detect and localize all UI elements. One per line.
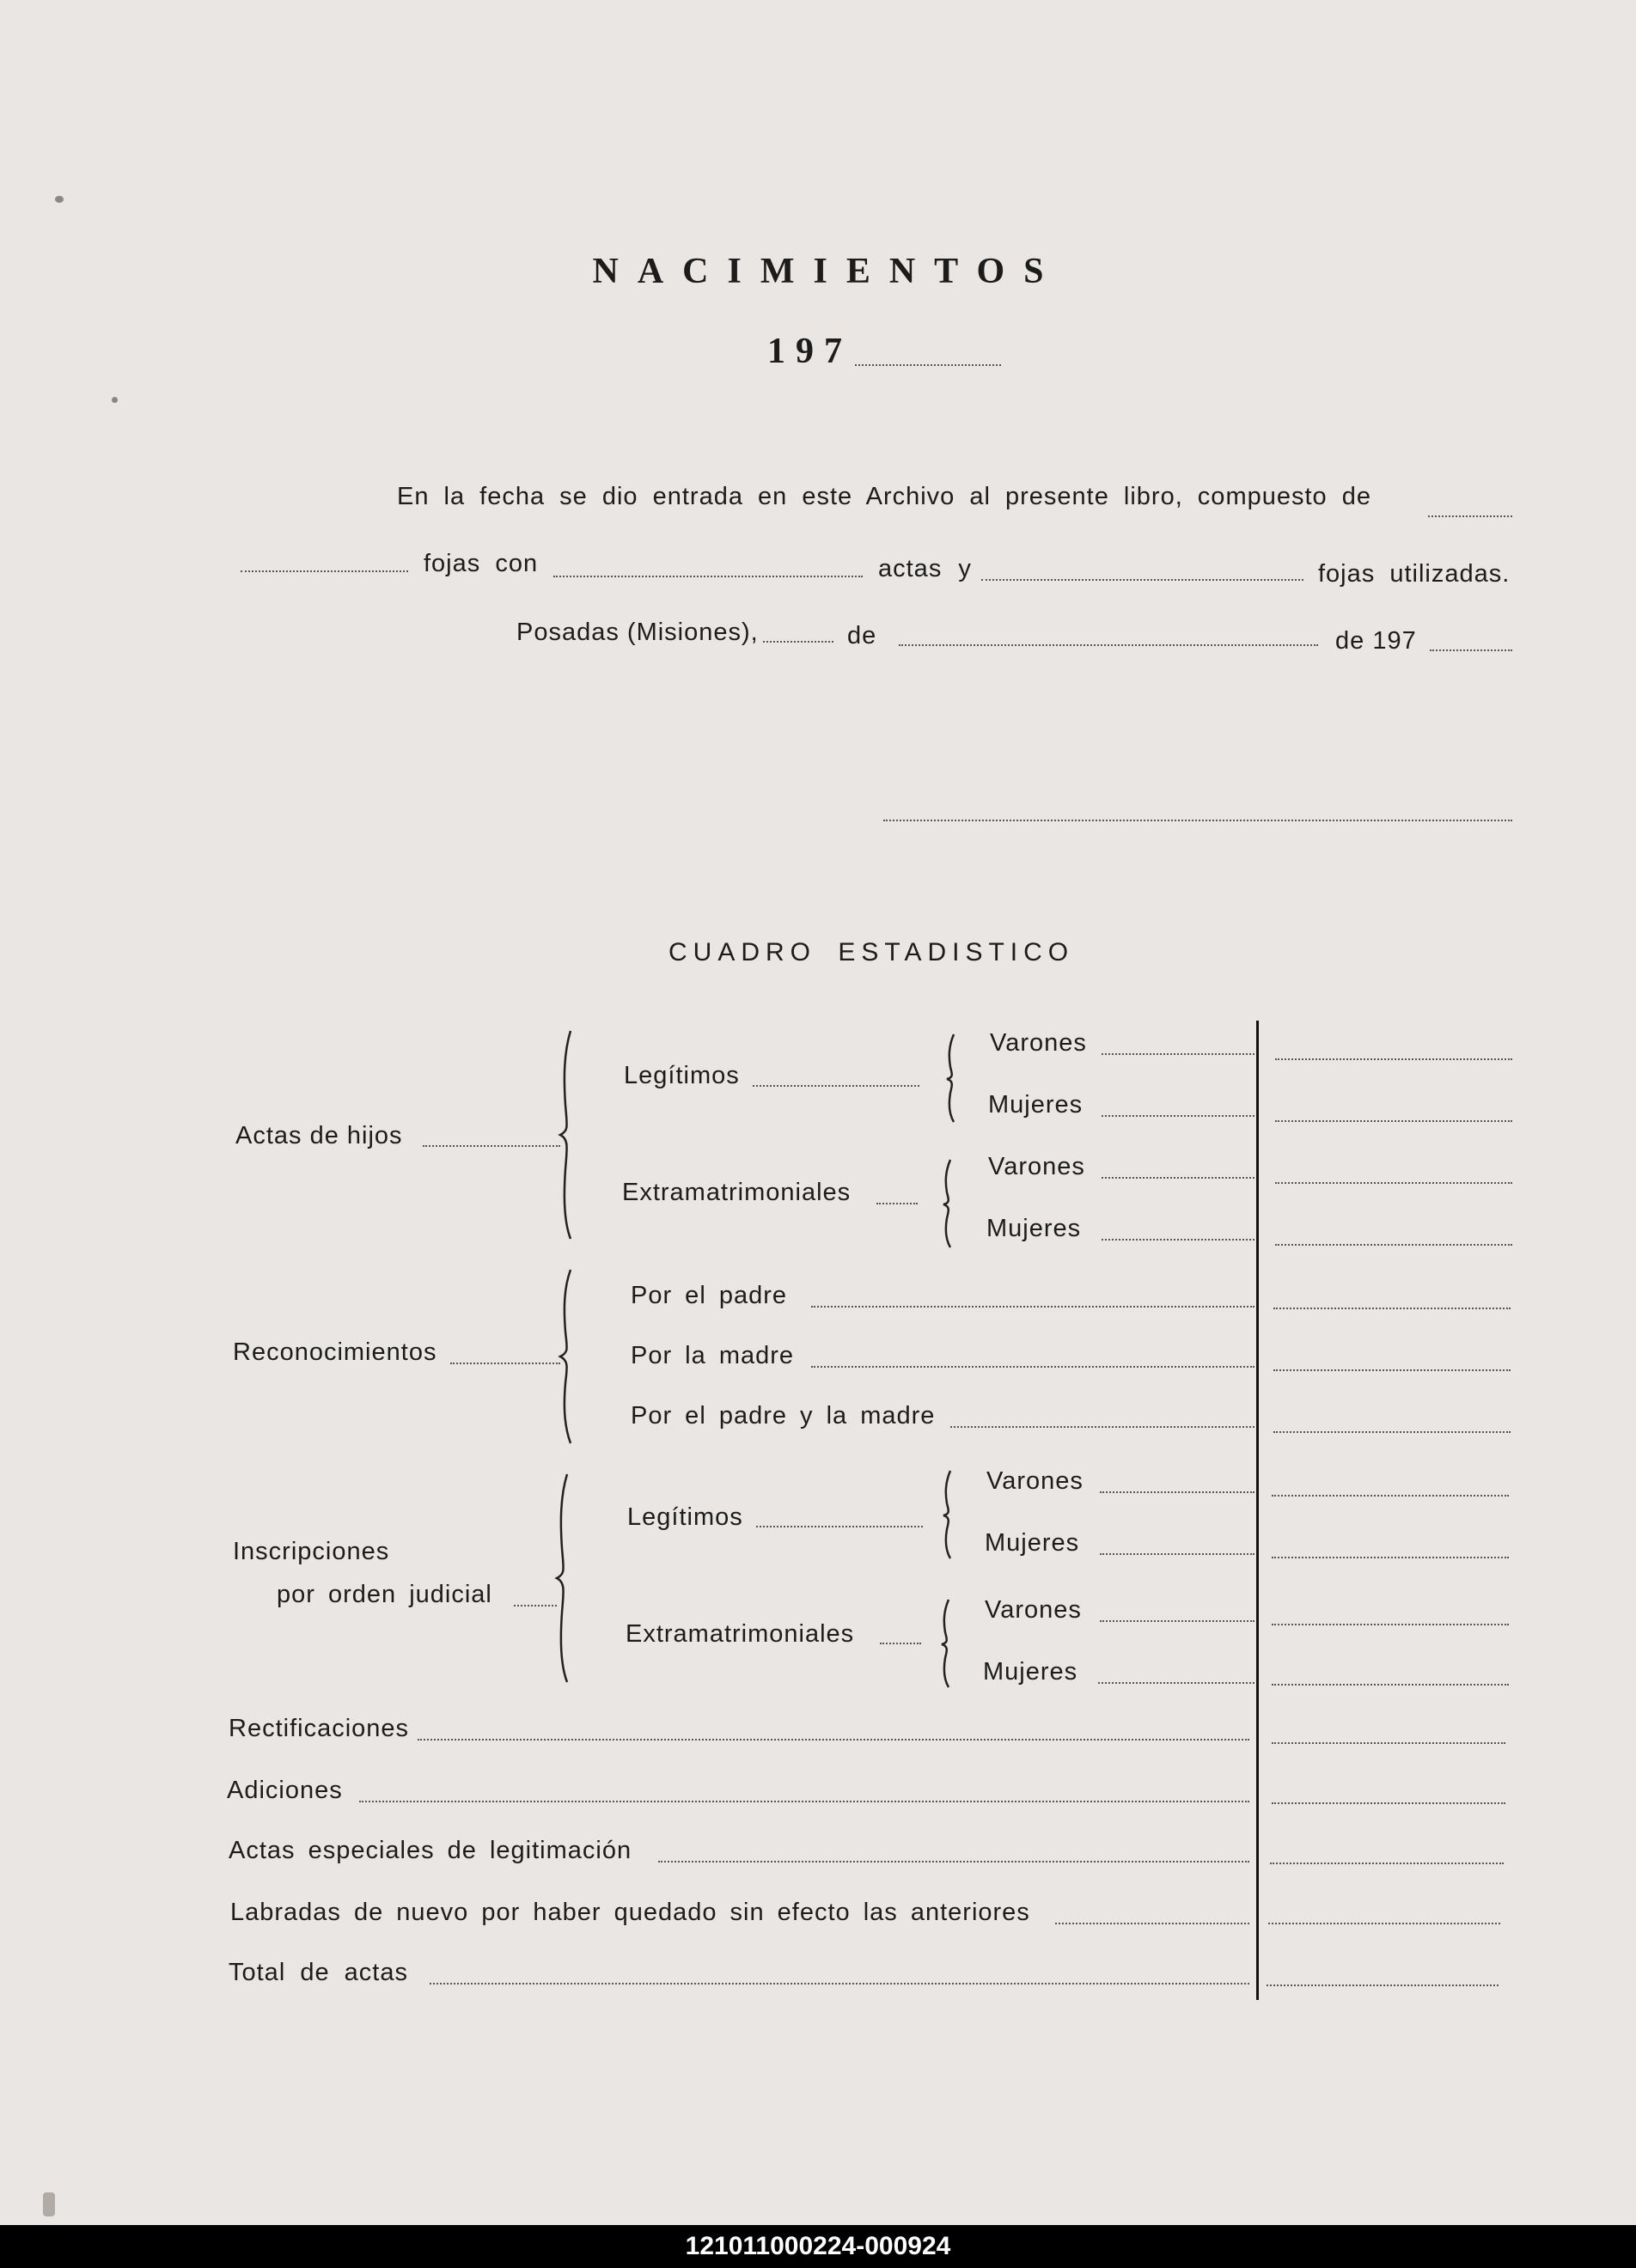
fojas-utilizadas-label: fojas utilizadas. <box>1318 560 1511 588</box>
day-blank <box>763 641 833 643</box>
year-blank <box>855 364 1001 366</box>
page-title: NACIMIENTOS <box>592 252 1063 291</box>
insc-extra-brace <box>938 1596 955 1691</box>
insc-extra-varones-label: Varones <box>985 1596 1082 1624</box>
col-total-dots <box>1267 1984 1499 1986</box>
total-actas-label: Total de actas <box>229 1959 408 1986</box>
document-id-footer: 121011000224-000924 <box>0 2225 1636 2268</box>
col-total-dots <box>1272 1684 1509 1686</box>
legitimos-varones-label: Varones <box>990 1029 1087 1057</box>
col-total-dots <box>1275 1182 1512 1184</box>
legitimos-mujeres-label: Mujeres <box>988 1091 1084 1119</box>
adiciones-dots <box>359 1801 1249 1802</box>
posadas-label: Posadas (Misiones), <box>516 619 759 646</box>
actas-hijos-brace <box>557 1027 577 1242</box>
fojas-utilizadas-blank <box>981 579 1303 581</box>
legitimos-label: Legítimos <box>624 1062 740 1089</box>
insc-extra-mujeres-dots <box>1098 1682 1254 1684</box>
actas-hijos-dots <box>423 1145 560 1147</box>
actas-especiales-label: Actas especiales de legitimación <box>229 1837 632 1864</box>
inscripciones-brace <box>553 1471 574 1686</box>
col-total-dots <box>1272 1557 1509 1558</box>
col-total-dots <box>1273 1308 1511 1309</box>
paper-speck <box>43 2192 55 2216</box>
stats-heading: CUADRO ESTADISTICO <box>668 938 1075 966</box>
col-total-dots <box>1268 1923 1500 1924</box>
labradas-label: Labradas de nuevo por haber quedado sin efecto las anteriores <box>230 1899 1030 1926</box>
col-total-dots <box>1272 1495 1509 1497</box>
extra-varones-dots <box>1102 1177 1254 1179</box>
extra-mujeres-dots <box>1102 1239 1254 1241</box>
por-padre-label: Por el padre <box>631 1282 787 1309</box>
fojas-con-label: fojas con <box>424 550 539 577</box>
total-actas-dots <box>430 1983 1249 1984</box>
extramatrimoniales-brace <box>940 1156 957 1251</box>
legitimos-varones-dots <box>1102 1053 1254 1055</box>
extra-mujeres-label: Mujeres <box>986 1215 1082 1242</box>
col-total-dots <box>1275 1244 1512 1246</box>
por-madre-dots <box>811 1366 1254 1368</box>
compuesto-blank <box>1428 515 1512 517</box>
adiciones-label: Adiciones <box>227 1777 343 1804</box>
intro-line-1: En la fecha se dio entrada en este Archivo al presente libro, compuesto de <box>397 483 1371 510</box>
inscripciones-label: Inscripciones <box>233 1538 390 1565</box>
legitimos-mujeres-dots <box>1102 1115 1254 1117</box>
signature-blank <box>883 820 1512 821</box>
por-ambos-dots <box>950 1426 1254 1428</box>
rectificaciones-label: Rectificaciones <box>229 1715 410 1742</box>
year-label: 197 <box>767 332 852 371</box>
inscripciones-dots <box>514 1605 557 1606</box>
extramatrimoniales-dots <box>876 1203 918 1204</box>
insc-legitimos-label: Legítimos <box>627 1503 743 1531</box>
fojas-count-blank <box>241 570 408 572</box>
insc-legitimos-varones-label: Varones <box>986 1467 1084 1495</box>
col-total-dots <box>1275 1058 1512 1060</box>
legitimos-dots <box>753 1085 919 1087</box>
insc-extra-dots <box>880 1643 921 1644</box>
col-total-dots <box>1272 1624 1509 1625</box>
col-total-dots <box>1272 1802 1505 1804</box>
insc-legitimos-varones-dots <box>1100 1491 1254 1493</box>
insc-legitimos-brace <box>940 1467 957 1562</box>
col-total-dots <box>1273 1369 1511 1371</box>
paper-speck <box>112 397 118 403</box>
actas-y-label: actas y <box>878 555 972 582</box>
insc-legitimos-mujeres-dots <box>1100 1553 1254 1555</box>
month-blank <box>899 644 1318 646</box>
paper-speck <box>55 196 64 203</box>
insc-extra-varones-dots <box>1100 1620 1254 1622</box>
reconocimientos-label: Reconocimientos <box>233 1338 437 1366</box>
actas-especiales-dots <box>658 1861 1249 1863</box>
col-total-dots <box>1273 1431 1511 1433</box>
rectificaciones-dots <box>418 1739 1249 1741</box>
actas-hijos-label: Actas de hijos <box>235 1122 403 1149</box>
por-madre-label: Por la madre <box>631 1342 795 1369</box>
de-197-label: de 197 <box>1335 627 1417 655</box>
year-end-blank <box>1430 649 1512 651</box>
insc-extra-mujeres-label: Mujeres <box>983 1658 1078 1686</box>
col-total-dots <box>1272 1742 1505 1744</box>
legitimos-brace <box>943 1031 961 1125</box>
reconocimientos-dots <box>450 1363 560 1364</box>
de-label: de <box>847 622 877 649</box>
por-padre-dots <box>811 1306 1254 1308</box>
column-divider <box>1256 1021 1259 2000</box>
insc-legitimos-mujeres-label: Mujeres <box>985 1529 1080 1557</box>
col-total-dots <box>1275 1120 1512 1122</box>
extramatrimoniales-label: Extramatrimoniales <box>622 1179 852 1206</box>
insc-legitimos-dots <box>756 1526 923 1527</box>
reconocimientos-brace <box>557 1266 577 1447</box>
actas-count-blank <box>553 576 863 577</box>
por-ambos-label: Por el padre y la madre <box>631 1402 936 1430</box>
col-total-dots <box>1270 1863 1504 1864</box>
por-orden-judicial-label: por orden judicial <box>277 1581 492 1608</box>
extra-varones-label: Varones <box>988 1153 1085 1180</box>
insc-extra-label: Extramatrimoniales <box>626 1620 855 1648</box>
labradas-dots <box>1055 1923 1249 1924</box>
